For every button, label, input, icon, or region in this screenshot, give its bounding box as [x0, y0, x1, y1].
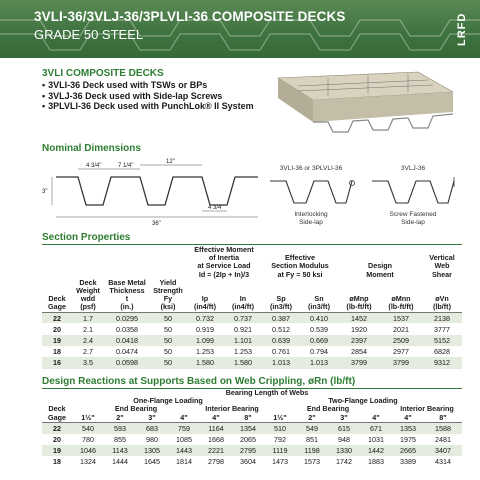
- table-cell: 1.013: [300, 357, 338, 368]
- table-cell: 1975: [400, 434, 416, 444]
- table-cell: 0.669: [300, 335, 338, 346]
- bearing-length-header: Bearing Length of Webs: [225, 388, 309, 397]
- lrfd-badge: LRFD: [456, 12, 468, 46]
- table-cell: 18: [53, 457, 61, 467]
- table-cell: 1119: [264, 445, 296, 456]
- bullet-item: • 3VLJ-36 Deck used with Side-lap Screws: [42, 91, 254, 102]
- table-cell: 2665: [392, 445, 424, 456]
- shear-group-header: Vertical Web Shear: [429, 253, 455, 279]
- profile-screw-fastened: [368, 165, 458, 240]
- table-cell: 20: [53, 434, 61, 444]
- table-cell: 3799: [380, 357, 422, 368]
- table-cell: 1324: [80, 457, 96, 467]
- col-header-sn: Sn (in3/ft): [300, 279, 338, 312]
- table-cell: 0.732: [186, 312, 224, 323]
- table-cell: 50: [150, 335, 186, 346]
- table-cell: 3799: [338, 357, 380, 368]
- table-cell: 1164: [200, 422, 232, 433]
- table-cell: 1.253: [234, 347, 252, 357]
- table-row: [42, 445, 462, 456]
- end-bearing-header: End Bearing: [114, 404, 158, 414]
- table-cell: 1573: [304, 457, 320, 467]
- table-cell: 780: [82, 434, 94, 444]
- bearing-length-header: 1½": [72, 414, 104, 423]
- bearing-length-header: 8": [424, 414, 462, 423]
- table-cell: 1645: [144, 457, 160, 467]
- table-cell: 0.737: [224, 312, 262, 323]
- table-cell: 3777: [434, 324, 450, 334]
- table-cell: 0.919: [196, 324, 214, 334]
- table-cell: 0.0474: [116, 347, 138, 357]
- table-cell: 18: [53, 347, 61, 357]
- col-header-ip: Ip (in4/ft): [186, 279, 224, 312]
- table-cell: 0.0418: [104, 335, 150, 346]
- table-row: [42, 422, 462, 433]
- bearing-length-header: 3": [136, 414, 168, 423]
- design-reactions-body: [42, 422, 462, 467]
- table-cell: 2065: [240, 434, 256, 444]
- table-cell: 1883: [368, 457, 384, 467]
- nominal-dimensions-diagram: [42, 155, 270, 227]
- table-cell: 19: [42, 445, 72, 456]
- table-cell: 0.0295: [104, 312, 150, 323]
- table-cell: 9312: [422, 357, 462, 368]
- table-cell: 1.099: [186, 335, 224, 346]
- table-cell: 3389: [400, 457, 416, 467]
- table-cell: 1814: [176, 457, 192, 467]
- table-cell: 1.013: [262, 357, 300, 368]
- interior-bearing-header: Interior Bearing: [205, 404, 259, 414]
- profile-caption: Interlocking: [294, 211, 328, 218]
- reactions-heading: Design Reactions at Supports Based on Web Crippling, øRn (lb/ft): [42, 376, 356, 387]
- table-cell: 6828: [434, 347, 450, 357]
- table-cell: 510: [264, 422, 296, 433]
- dim-label: 4 3/4": [208, 205, 224, 211]
- table-cell: 549: [296, 422, 328, 433]
- table-row: [42, 456, 462, 467]
- col-header-in: In (in4/ft): [224, 279, 262, 312]
- table-cell: 0.539: [310, 324, 328, 334]
- table-cell: 4314: [435, 457, 451, 467]
- bearing-length-header: 4": [200, 414, 232, 423]
- col-header-v: øVn (lb/ft): [422, 279, 462, 312]
- table-cell: 2977: [393, 347, 409, 357]
- table-cell: 2509: [380, 335, 422, 346]
- table-cell: 1920: [351, 324, 367, 334]
- composite-heading: 3VLI COMPOSITE DECKS: [42, 68, 164, 79]
- table-cell: 1473: [272, 457, 288, 467]
- end-bearing-header: End Bearing: [306, 404, 350, 414]
- bullet-item: • 3PLVLI-36 Deck used with PunchLok® II System: [42, 101, 254, 112]
- design-reactions-table: [42, 389, 462, 468]
- table-cell: 2221: [200, 445, 232, 456]
- table-cell: 3604: [240, 457, 256, 467]
- two-flange-header: Two-Flange Loading: [328, 396, 398, 406]
- col-header-mn: øMnn (lb-ft/ft): [380, 279, 422, 312]
- moment-group-header: Design Moment: [366, 261, 394, 279]
- table-cell: 2.4: [72, 335, 104, 346]
- bearing-length-header: 4": [360, 414, 392, 423]
- table-cell: 1.580: [186, 357, 224, 368]
- table-cell: 792: [274, 434, 286, 444]
- table-cell: 5152: [422, 335, 462, 346]
- table-cell: 0.387: [262, 312, 300, 323]
- table-cell: 1305: [136, 445, 168, 456]
- table-cell: 1443: [168, 445, 200, 456]
- table-cell: 3407: [424, 445, 462, 456]
- inertia-group-header: Effective Moment of Inertia at Service Load Id = (2Ip + In)/3: [194, 245, 254, 279]
- table-cell: 0.761: [272, 347, 290, 357]
- dim-label: 3": [42, 189, 48, 195]
- profile-caption: Side-lap: [401, 219, 425, 226]
- table-cell: 0.0598: [104, 357, 150, 368]
- table-cell: 3.5: [72, 357, 104, 368]
- col-header-deck-gage: Deck Gage: [42, 405, 72, 422]
- col-header-thickness: Base Metal Thickness t (in.): [104, 279, 150, 312]
- table-cell: 16: [42, 357, 72, 368]
- table-cell: 50: [164, 324, 172, 334]
- table-cell: 2397: [338, 335, 380, 346]
- table-row: [42, 346, 462, 357]
- table-cell: 22: [42, 312, 72, 323]
- table-cell: 683: [136, 422, 168, 433]
- table-cell: 1031: [368, 434, 384, 444]
- table-cell: 1.253: [196, 347, 214, 357]
- table-cell: 2795: [232, 445, 264, 456]
- bullet-item: • 3VLI-36 Deck used with TSWs or BPs: [42, 80, 254, 91]
- screw-profile-drawing: [368, 175, 458, 209]
- bearing-length-header: 1½": [264, 414, 296, 423]
- table-row: [42, 312, 462, 323]
- deck-photo: [268, 68, 458, 140]
- table-cell: 20: [53, 324, 61, 334]
- table-cell: 615: [328, 422, 360, 433]
- col-header-deck: Deck Gage: [42, 279, 72, 312]
- table-cell: 1668: [208, 434, 224, 444]
- page-title: 3VLI-36/3VLJ-36/3PLVLI-36 COMPOSITE DECKS: [34, 9, 346, 24]
- page-subtitle: GRADE 50 STEEL: [34, 27, 144, 42]
- bearing-length-header: 4": [168, 414, 200, 423]
- dim-label: 12": [166, 159, 175, 165]
- interior-bearing-header: Interior Bearing: [400, 404, 454, 414]
- bearing-length-header: 2": [296, 414, 328, 423]
- profile-caption: Side-lap: [299, 219, 323, 226]
- profile-title: 3VLI-36 or 3PLVLI-36: [279, 165, 343, 172]
- table-row: [42, 335, 462, 346]
- table-cell: 2021: [393, 324, 409, 334]
- table-row: [42, 323, 462, 334]
- section-properties-table: [42, 246, 462, 369]
- table-cell: 593: [104, 422, 136, 433]
- table-cell: 759: [168, 422, 200, 433]
- table-cell: 1.101: [224, 335, 262, 346]
- table-cell: 1.580: [224, 357, 262, 368]
- table-row: [42, 357, 462, 368]
- table-cell: 980: [146, 434, 158, 444]
- one-flange-header: One-Flange Loading: [133, 396, 203, 406]
- profile-title: 3VLJ-36: [400, 165, 426, 172]
- table-cell: 1198: [296, 445, 328, 456]
- table-cell: 0.0358: [116, 324, 138, 334]
- table-cell: 855: [114, 434, 126, 444]
- table-cell: 22: [42, 422, 72, 433]
- table-cell: 1330: [328, 445, 360, 456]
- table-cell: 50: [164, 347, 172, 357]
- table-cell: 50: [150, 312, 186, 323]
- col-header-yield: Yield Strength Fy (ksi): [150, 279, 186, 312]
- table-cell: 1354: [232, 422, 264, 433]
- table-cell: 851: [306, 434, 318, 444]
- table-cell: 2.1: [83, 324, 93, 334]
- profile-caption: Screw Fastened: [389, 211, 437, 218]
- bearing-length-header: 8": [232, 414, 264, 423]
- table-cell: 0.921: [234, 324, 252, 334]
- interlocking-profile-drawing: [266, 175, 356, 209]
- table-cell: 1046: [72, 445, 104, 456]
- header-banner: [0, 0, 480, 58]
- nominal-heading: Nominal Dimensions: [42, 143, 141, 154]
- table-cell: 0.512: [272, 324, 290, 334]
- table-cell: 1588: [424, 422, 462, 433]
- table-cell: 1537: [380, 312, 422, 323]
- table-cell: 671: [360, 422, 392, 433]
- table-cell: 2138: [422, 312, 462, 323]
- table-cell: 1143: [104, 445, 136, 456]
- composite-bullet-list: [42, 80, 254, 112]
- table-cell: 1.7: [72, 312, 104, 323]
- bearing-length-header: 4": [392, 414, 424, 423]
- table-cell: 1742: [336, 457, 352, 467]
- bearing-lengths-row: [42, 414, 462, 423]
- table-cell: 0.410: [300, 312, 338, 323]
- table-cell: 540: [72, 422, 104, 433]
- col-header-sp: Sp (in3/ft): [262, 279, 300, 312]
- table-row: [42, 434, 462, 445]
- table-cell: 1085: [176, 434, 192, 444]
- col-header-weight: Deck Weight wdd (psf): [72, 279, 104, 312]
- col-header-mp: øMnp (lb-ft/ft): [338, 279, 380, 312]
- bearing-length-header: 3": [328, 414, 360, 423]
- table-cell: 0.639: [262, 335, 300, 346]
- table-cell: 1444: [112, 457, 128, 467]
- dim-label: 7 1/4": [118, 163, 134, 169]
- table-cell: 2854: [351, 347, 367, 357]
- table-cell: 1353: [392, 422, 424, 433]
- modulus-group-header: Effective Section Modulus at Fy = 50 ksi: [271, 253, 329, 279]
- bearing-length-header: 2": [104, 414, 136, 423]
- table-cell: 1442: [360, 445, 392, 456]
- dim-label: 4 3/4": [86, 163, 102, 169]
- table-cell: 2.7: [83, 347, 93, 357]
- profile-interlocking: [266, 165, 356, 240]
- table-cell: 2798: [208, 457, 224, 467]
- section-properties-body: [42, 312, 462, 368]
- table-cell: 948: [338, 434, 350, 444]
- section-properties-heading: Section Properties: [42, 232, 131, 243]
- table-cell: 1452: [338, 312, 380, 323]
- table-cell: 19: [42, 335, 72, 346]
- table-cell: 2481: [435, 434, 451, 444]
- table-cell: 0.794: [310, 347, 328, 357]
- dim-label: 36": [152, 221, 161, 227]
- table-cell: 50: [150, 357, 186, 368]
